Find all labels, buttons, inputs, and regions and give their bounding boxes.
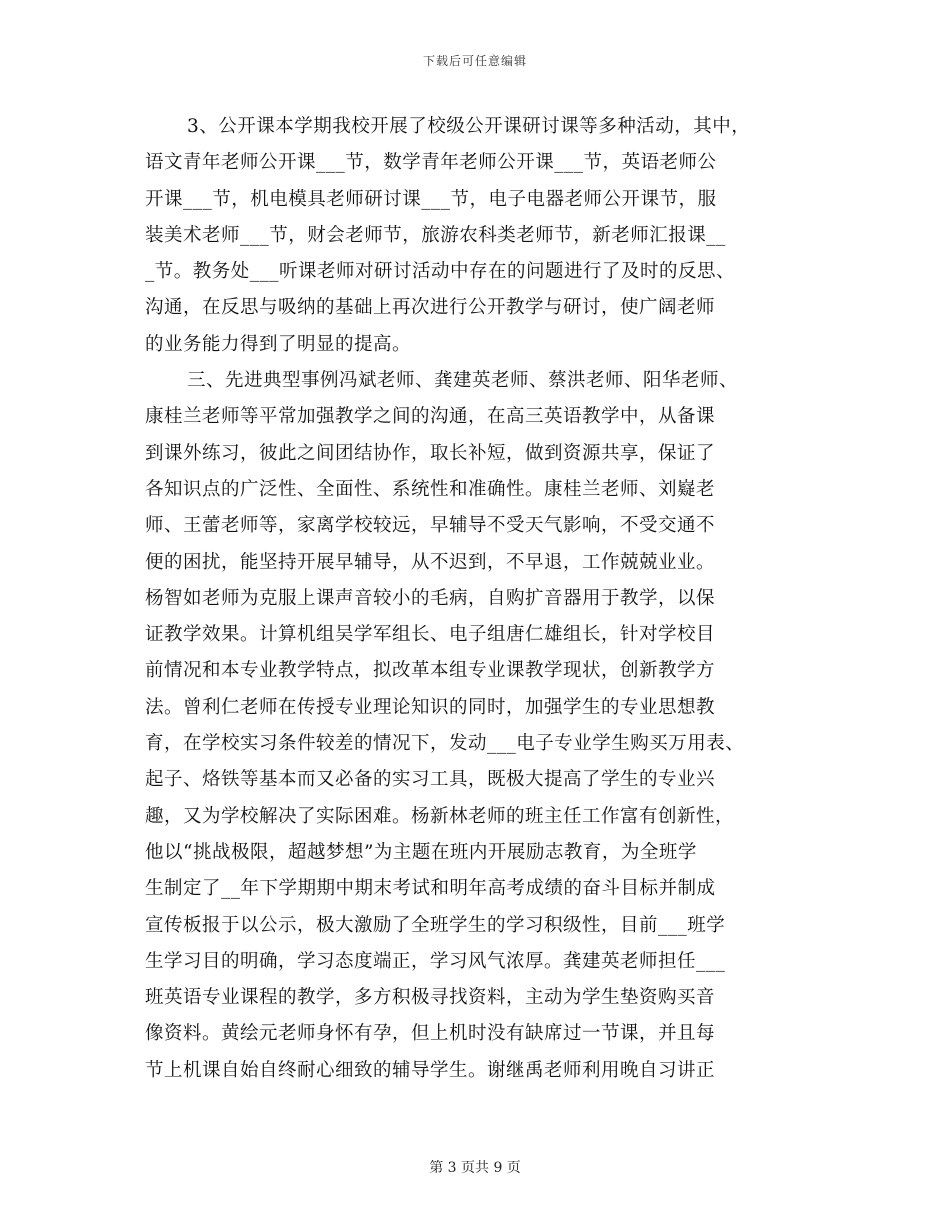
- text-line: 装美术老师___节，财会老师节，旅游农科类老师节，新老师汇报课__: [145, 224, 726, 246]
- text-line: 3、公开课本学期我校开展了校级公开课研讨课等多种活动，其中，: [187, 116, 751, 137]
- text-line: 康桂兰老师等平常加强教学之间的沟通，在高三英语教学中，从备课: [145, 406, 716, 428]
- text-line: 开课___节，机电模具老师研讨课___节，电子电器老师公开课节，服: [145, 188, 717, 210]
- text-line: 育，在学校实习条件较差的情况下，发动___电子专业学生购买万用表、: [145, 733, 745, 755]
- text-line: 起子、烙铁等基本而又必备的实习工具，既极大提高了学生的专业兴: [145, 769, 716, 791]
- text-line: 各知识点的广泛性、全面性、系统性和准确性。康桂兰老师、刘嶷老: [145, 478, 716, 500]
- text-line: 班英语专业课程的教学，多方积极寻找资料，主动为学生垫资购买音: [145, 987, 716, 1009]
- text-line: 前情况和本专业教学特点，拟改革本组专业课教学现状，创新教学方: [145, 660, 716, 682]
- page-footer: 第 3 页共 9 页: [429, 1160, 521, 1176]
- text-line: 法。曾利仁老师在传授专业理论知识的同时，加强学生的专业思想教: [145, 696, 716, 718]
- text-line: 宣传板报于以公示，极大激励了全班学生的学习积级性，目前___班学: [145, 914, 726, 936]
- text-line: 到课外练习，彼此之间团结协作，取长补短，做到资源共享，保证了: [145, 442, 716, 464]
- paragraph-public-lessons: [145, 109, 825, 363]
- text-line: 语文青年老师公开课___节，数学青年老师公开课___节，英语老师公: [145, 152, 717, 174]
- page-header: 下载后可任意编辑: [422, 54, 527, 68]
- text-line: 生制定了__年下学期期中期末考试和明年高考成绩的奋斗目标并制成: [145, 878, 716, 900]
- text-line: 沟通，在反思与吸纳的基础上再次进行公开教学与研讨，使广阔老师: [145, 297, 716, 319]
- text-line: 他以“挑战极限，超越梦想”为主题在班内开展励志教育，为全班学: [145, 841, 697, 863]
- text-line: 像资料。黄绘元老师身怀有孕，但上机时没有缺席过一节课，并且每: [145, 1023, 716, 1045]
- text-line: 证教学效果。计算机组吴学军组长、电子组唐仁雄组长，针对学校目: [145, 624, 716, 646]
- paragraph-model-examples: [145, 363, 825, 1089]
- text-line: 的业务能力得到了明显的提高。: [145, 333, 412, 355]
- document-body: [145, 109, 825, 1089]
- text-line: 便的困扰，能坚持开展早辅导，从不迟到，不早退，工作兢兢业业。: [145, 551, 716, 573]
- text-line: 师、王蕾老师等，家离学校较远，早辅导不受天气影响，不受交通不: [145, 515, 716, 537]
- text-line: 三、先进典型事例冯斌老师、龚建英老师、蔡洪老师、阳华老师、: [187, 370, 739, 392]
- text-line: _节。教务处___听课老师对研讨活动中存在的问题进行了及时的反思、: [145, 261, 736, 283]
- text-line: 趣，又为学校解决了实际困难。杨新林老师的班主任工作富有创新性，: [145, 805, 735, 827]
- text-line: 节上机课自始自终耐心细致的辅导学生。谢继禹老师利用晚自习讲正: [145, 1059, 716, 1081]
- text-line: 杨智如老师为克服上课声音较小的毛病，自购扩音器用于教学，以保: [145, 587, 716, 609]
- text-line: 生学习目的明确，学习态度端正，学习风气浓厚。龚建英老师担任___: [145, 950, 726, 972]
